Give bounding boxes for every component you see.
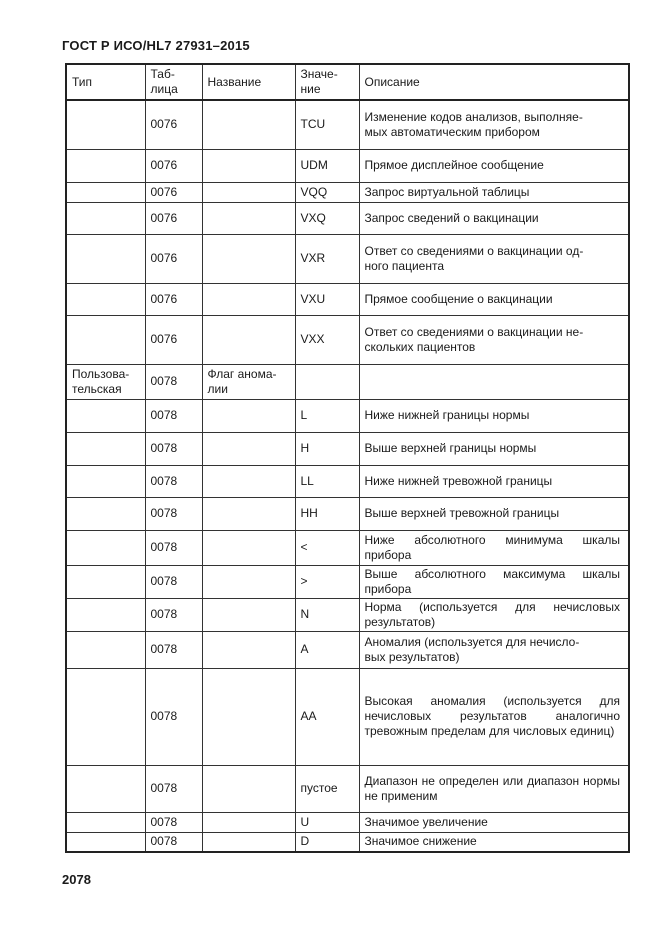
cell-description: Ниже абсолютного минимума шкалы прибора (359, 530, 629, 565)
cell-value: U (295, 812, 359, 832)
cell-type (66, 668, 145, 765)
table-row (66, 149, 629, 182)
column-header-description: Описание (359, 64, 629, 100)
cell-name (202, 565, 295, 598)
cell-name (202, 530, 295, 565)
table-row (66, 399, 629, 432)
cell-name (202, 202, 295, 234)
column-header-table: Таб- лица (145, 64, 202, 100)
cell-description: Значимое увеличение (359, 812, 629, 832)
cell-table: 0078 (145, 832, 202, 852)
cell-type (66, 315, 145, 364)
cell-type (66, 432, 145, 465)
cell-name: Флаг анома- лии (202, 364, 295, 399)
cell-type (66, 149, 145, 182)
cell-description: Изменение кодов анализов, выполняе- мых автоматическим прибором (359, 100, 629, 149)
table-row (66, 668, 629, 765)
cell-table: 0076 (145, 315, 202, 364)
cell-value: VXX (295, 315, 359, 364)
cell-table: 0076 (145, 182, 202, 202)
cell-name (202, 399, 295, 432)
cell-type (66, 497, 145, 530)
cell-name (202, 812, 295, 832)
cell-table: 0078 (145, 765, 202, 812)
table-body (66, 100, 629, 852)
table-row (66, 465, 629, 497)
table-row (66, 631, 629, 668)
cell-value (295, 364, 359, 399)
table-row (66, 812, 629, 832)
cell-type (66, 234, 145, 283)
cell-name (202, 497, 295, 530)
cell-value: UDM (295, 149, 359, 182)
cell-table: 0076 (145, 100, 202, 149)
cell-description: Ответ со сведениями о вакцинации не- скольких пациентов (359, 315, 629, 364)
cell-value: TCU (295, 100, 359, 149)
cell-table: 0078 (145, 364, 202, 399)
cell-description: Запрос виртуальной таблицы (359, 182, 629, 202)
cell-value: VQQ (295, 182, 359, 202)
cell-name (202, 465, 295, 497)
cell-name (202, 631, 295, 668)
table-header (66, 64, 629, 100)
cell-description: Высокая аномалия (используется для нечисловых результатов аналогично тревожным пределам для числовых единиц) (359, 668, 629, 765)
cell-value: VXU (295, 283, 359, 315)
cell-description: Диапазон не определен или диапазон нормы не применим (359, 765, 629, 812)
table-row (66, 234, 629, 283)
table-row (66, 182, 629, 202)
cell-name (202, 182, 295, 202)
cell-value: > (295, 565, 359, 598)
cell-name (202, 100, 295, 149)
cell-value: HH (295, 497, 359, 530)
cell-table: 0078 (145, 668, 202, 765)
table-row (66, 765, 629, 812)
cell-type (66, 182, 145, 202)
cell-type: Пользова- тельская (66, 364, 145, 399)
cell-value: VXQ (295, 202, 359, 234)
page-number: 2078 (62, 872, 91, 887)
cell-description: Выше верхней тревожной границы (359, 497, 629, 530)
cell-description: Значимое снижение (359, 832, 629, 852)
column-header-type: Тип (66, 64, 145, 100)
cell-value: H (295, 432, 359, 465)
cell-description: Ниже нижней тревожной границы (359, 465, 629, 497)
table-row (66, 530, 629, 565)
cell-value: A (295, 631, 359, 668)
cell-table: 0078 (145, 598, 202, 631)
cell-value: пустое (295, 765, 359, 812)
table-row (66, 497, 629, 530)
table-row (66, 565, 629, 598)
cell-type (66, 765, 145, 812)
cell-table: 0078 (145, 631, 202, 668)
cell-table: 0078 (145, 399, 202, 432)
cell-type (66, 530, 145, 565)
cell-value: AA (295, 668, 359, 765)
cell-description: Прямое дисплейное сообщение (359, 149, 629, 182)
cell-description: Ответ со сведениями о вакцинации од- ного пациента (359, 234, 629, 283)
cell-type (66, 399, 145, 432)
cell-name (202, 668, 295, 765)
cell-type (66, 100, 145, 149)
cell-value: N (295, 598, 359, 631)
cell-name (202, 234, 295, 283)
cell-table: 0076 (145, 283, 202, 315)
cell-description: Выше верхней границы нормы (359, 432, 629, 465)
cell-type (66, 283, 145, 315)
cell-type (66, 202, 145, 234)
cell-description: Выше абсолютного максимума шкалы прибора (359, 565, 629, 598)
cell-table: 0076 (145, 234, 202, 283)
cell-name (202, 315, 295, 364)
cell-type (66, 832, 145, 852)
cell-value: < (295, 530, 359, 565)
table-row (66, 202, 629, 234)
cell-description: Прямое сообщение о вакцинации (359, 283, 629, 315)
column-header-name: Название (202, 64, 295, 100)
cell-value: L (295, 399, 359, 432)
cell-value: VXR (295, 234, 359, 283)
cell-type (66, 465, 145, 497)
document-header: ГОСТ Р ИСО/HL7 27931–2015 (62, 38, 250, 53)
cell-table: 0076 (145, 149, 202, 182)
cell-table: 0078 (145, 465, 202, 497)
table-row (66, 315, 629, 364)
cell-name (202, 598, 295, 631)
cell-description: Норма (используется для нечисловых результатов) (359, 598, 629, 631)
cell-table: 0078 (145, 432, 202, 465)
cell-table: 0076 (145, 202, 202, 234)
cell-type (66, 598, 145, 631)
cell-name (202, 432, 295, 465)
cell-table: 0078 (145, 812, 202, 832)
cell-name (202, 832, 295, 852)
cell-description: Ниже нижней границы нормы (359, 399, 629, 432)
cell-name (202, 765, 295, 812)
cell-type (66, 631, 145, 668)
cell-description (359, 364, 629, 399)
cell-name (202, 283, 295, 315)
cell-table: 0078 (145, 530, 202, 565)
table-row (66, 832, 629, 852)
table-row (66, 432, 629, 465)
cell-table: 0078 (145, 565, 202, 598)
column-header-value: Значе- ние (295, 64, 359, 100)
table-row (66, 598, 629, 631)
codes-table (65, 63, 630, 853)
table-row (66, 100, 629, 149)
cell-description: Аномалия (используется для нечисло- вых результатов) (359, 631, 629, 668)
table-row (66, 283, 629, 315)
cell-description: Запрос сведений о вакцинации (359, 202, 629, 234)
cell-value: LL (295, 465, 359, 497)
table-row (66, 364, 629, 399)
cell-type (66, 812, 145, 832)
cell-type (66, 565, 145, 598)
cell-table: 0078 (145, 497, 202, 530)
cell-name (202, 149, 295, 182)
cell-value: D (295, 832, 359, 852)
